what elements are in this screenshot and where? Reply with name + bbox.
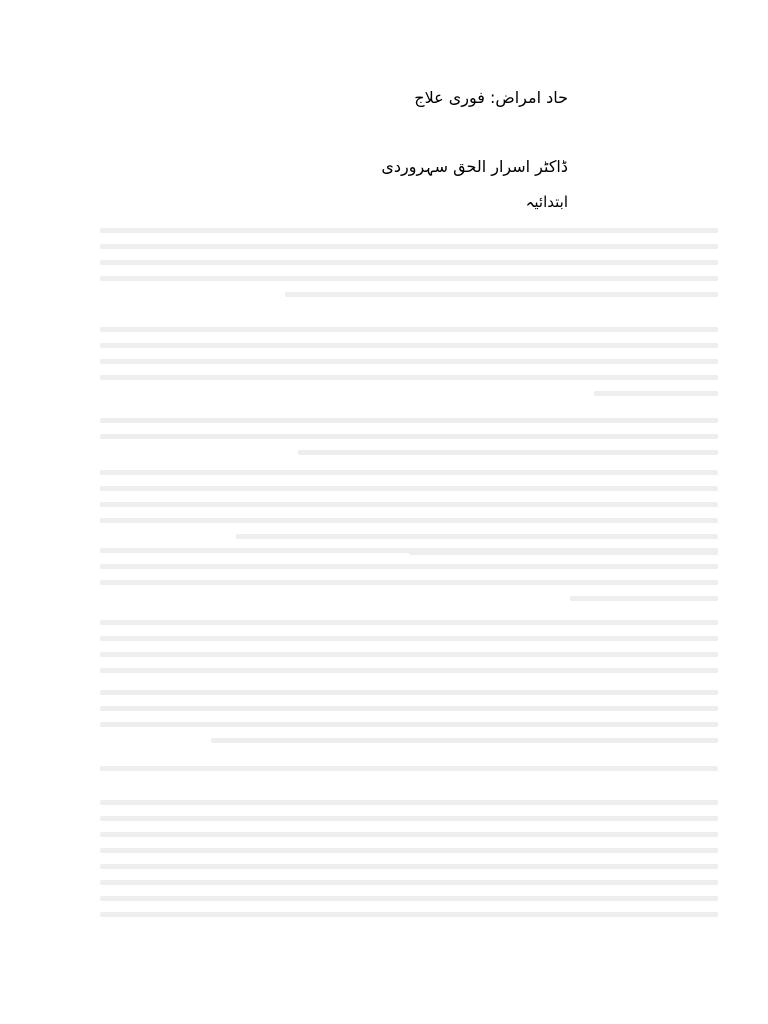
text-block-placeholder [100,690,718,754]
text-block-placeholder [100,228,718,308]
text-block-placeholder [100,548,718,612]
text-block-placeholder [100,327,718,407]
text-block-placeholder [100,620,718,684]
document-title: حاد امراض: فوری علاج [414,88,568,107]
text-block-placeholder [100,880,718,928]
text-block-placeholder [100,766,718,782]
text-block-placeholder [100,418,718,466]
section-heading: ابتدائیہ [525,193,568,211]
author-name: ڈاکٹر اسرار الحق سہروردی [381,157,568,176]
